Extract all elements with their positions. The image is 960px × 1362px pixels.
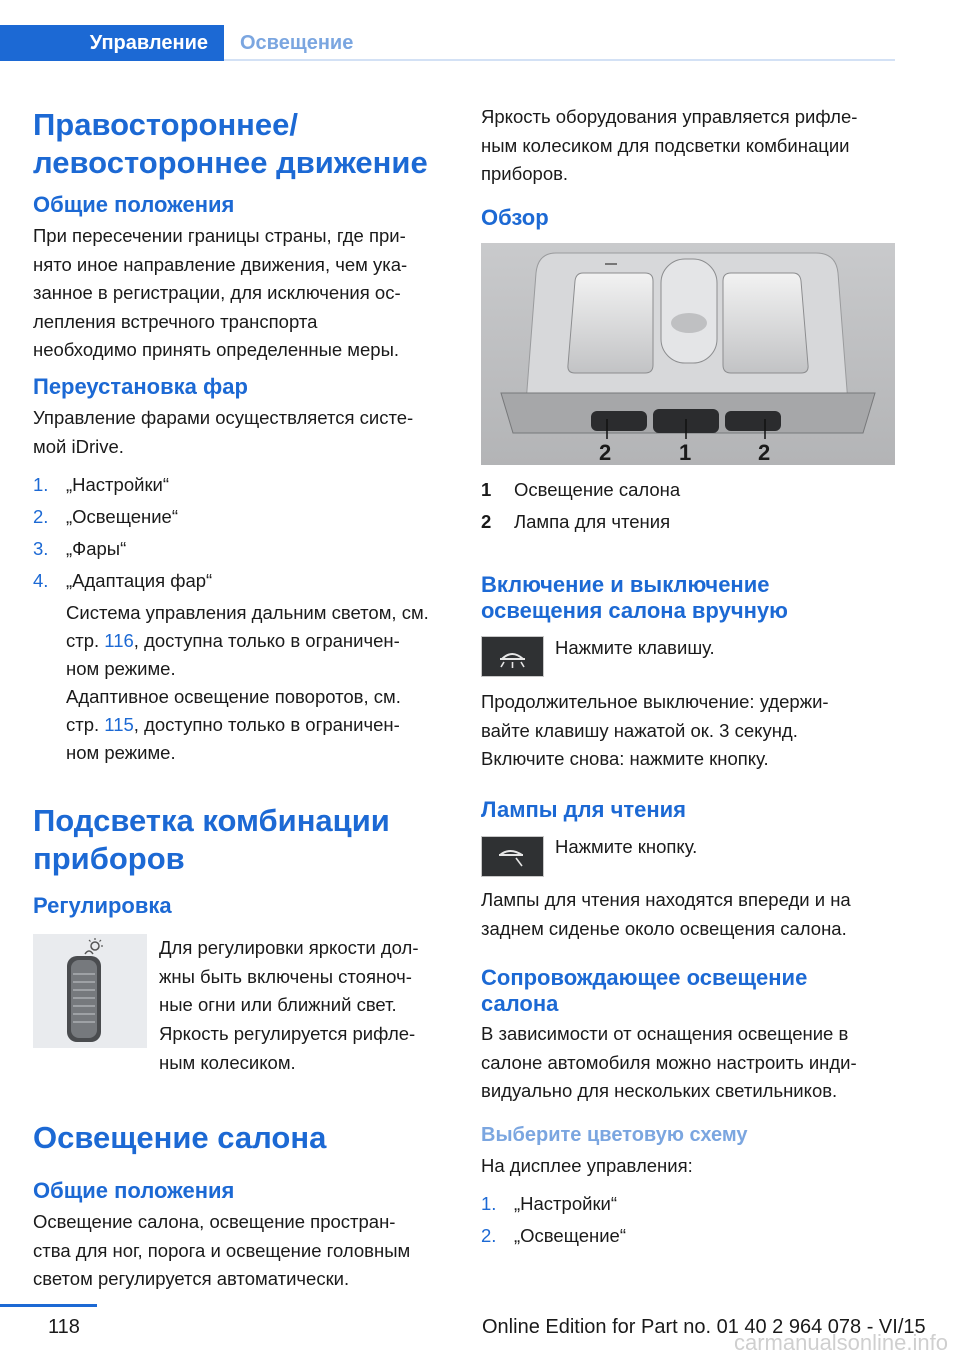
reading-lamp-icon <box>482 837 543 876</box>
heading-general-2: Общие положения <box>33 1178 235 1203</box>
page-link-116[interactable]: 116 <box>104 630 134 651</box>
tab-lighting[interactable]: Освещение <box>240 31 354 54</box>
step-text: „Настройки“ <box>514 1193 618 1214</box>
figure-label-2-left: 2 <box>599 440 612 465</box>
step-number: 2. <box>481 1225 497 1246</box>
sub-note-cornering-2 <box>66 711 400 740</box>
step-text: „Адаптация фар“ <box>66 570 213 591</box>
paragraph-headlight: Управление фарами осуществляется систе- мой iDrive. <box>33 407 414 457</box>
edition-text: Online Edition for Part no. 01 40 2 964 078 - VI/15 <box>482 1316 926 1338</box>
interior-light-icon <box>482 637 543 676</box>
heading-color-scheme: Выберите цветовую схему <box>481 1124 748 1146</box>
paragraph-ambient: В зависимости от оснащения освещение в салоне автомобиля можно настроить инди- видуально для нескольких светильников. <box>481 1023 857 1101</box>
sub-note-highbeam-1: Система управления дальним светом, см. <box>66 602 429 623</box>
header-tabs <box>0 25 895 61</box>
legend-text: Освещение салона <box>514 479 681 500</box>
paragraph-reading-location: Лампы для чтения находятся впереди и на заднем сиденье около освещения салона. <box>481 889 851 939</box>
step-number: 3. <box>33 538 49 559</box>
paragraph-press-button: Нажмите кнопку. <box>555 836 698 857</box>
step-number: 1. <box>33 474 49 495</box>
paragraph-long-off: Продолжительное выключение: удержи- вайте клавишу нажатой ок. 3 секунд. <box>481 691 829 741</box>
thumbwheel-icon <box>33 934 147 1048</box>
paragraph-adjust-1: Для регулировки яркости дол- жны быть включены стояноч- ные огни или ближний свет. <box>159 937 419 1015</box>
sub-note-highbeam-3: ном режиме. <box>66 658 176 679</box>
paragraph-press-key: Нажмите клавишу. <box>555 637 715 658</box>
paragraph-general-2: Освещение салона, освещение простран- ства для ног, порога и освещение головным светом регулируется автоматически. <box>33 1211 411 1289</box>
heading-overview: Обзор <box>481 205 549 230</box>
step-text: „Освещение“ <box>66 506 179 527</box>
sub-note-cornering-3: ном режиме. <box>66 742 176 763</box>
heading-manual-interior: Включение и выключение освещения салона вручную <box>481 572 788 623</box>
overhead-console-illustration <box>481 243 895 465</box>
legend-text: Лампа для чтения <box>514 511 671 532</box>
heading-general-1: Общие положения <box>33 192 235 217</box>
legend-number: 1 <box>481 479 492 500</box>
heading-instrument-lighting: Подсветка комбинации приборов <box>33 803 390 876</box>
footer-accent-line <box>0 1304 97 1307</box>
legend-number: 2 <box>481 511 492 532</box>
step-text: „Освещение“ <box>514 1225 627 1246</box>
ref-suffix: , доступна только в ограничен- <box>133 630 400 651</box>
page-number: 118 <box>48 1316 80 1338</box>
interior-light-button-image <box>481 636 544 677</box>
heading-interior: Освещение салона <box>33 1120 327 1155</box>
sub-note-cornering-1: Адаптивное освещение поворотов, см. <box>66 686 401 707</box>
step-text: „Фары“ <box>66 538 127 559</box>
sub-note-highbeam-2 <box>66 627 400 656</box>
thumbwheel-image <box>33 934 147 1048</box>
step-number: 1. <box>481 1193 497 1214</box>
step-number: 2. <box>33 506 49 527</box>
ref-suffix: , доступно только в ограничен- <box>133 714 400 735</box>
paragraph-display: На дисплее управления: <box>481 1155 693 1176</box>
watermark: carmanualsonline.info <box>733 1330 948 1355</box>
paragraph-on-again: Включите снова: нажмите кнопку. <box>481 748 769 769</box>
heading-ambient-lighting: Сопровождающее освещение салона <box>481 965 808 1016</box>
ref-prefix: стр. <box>66 714 105 735</box>
ref-prefix: стр. <box>66 630 105 651</box>
heading-traffic: Правостороннее/ левостороннее движение <box>33 107 428 180</box>
paragraph-brightness: Яркость оборудования управляется рифле- ным колесиком для подсветки комбинации приборов. <box>481 106 858 184</box>
reading-lamp-button-image <box>481 836 544 877</box>
figure-label-1: 1 <box>679 440 692 465</box>
tab-control[interactable]: Управление <box>0 25 224 61</box>
overhead-console-figure <box>481 243 895 465</box>
step-text: „Настройки“ <box>66 474 170 495</box>
figure-label-2-right: 2 <box>758 440 771 465</box>
heading-headlight: Переустановка фар <box>33 374 248 399</box>
paragraph-adjust-2: Яркость регулируется рифле- ным колесиком. <box>159 1023 416 1073</box>
paragraph-general-1: При пересечении границы страны, где при- нято иное направление движения, чем ука- занное в регистрации, для исключения ос- лепления встречного транспорта необходимо принять определенные меры. <box>33 225 408 360</box>
page-link-115[interactable]: 115 <box>104 714 134 735</box>
tab-underline <box>224 59 895 61</box>
heading-adjust: Регулировка <box>33 893 172 918</box>
heading-reading-lamps: Лампы для чтения <box>481 797 687 822</box>
step-number: 4. <box>33 570 49 591</box>
